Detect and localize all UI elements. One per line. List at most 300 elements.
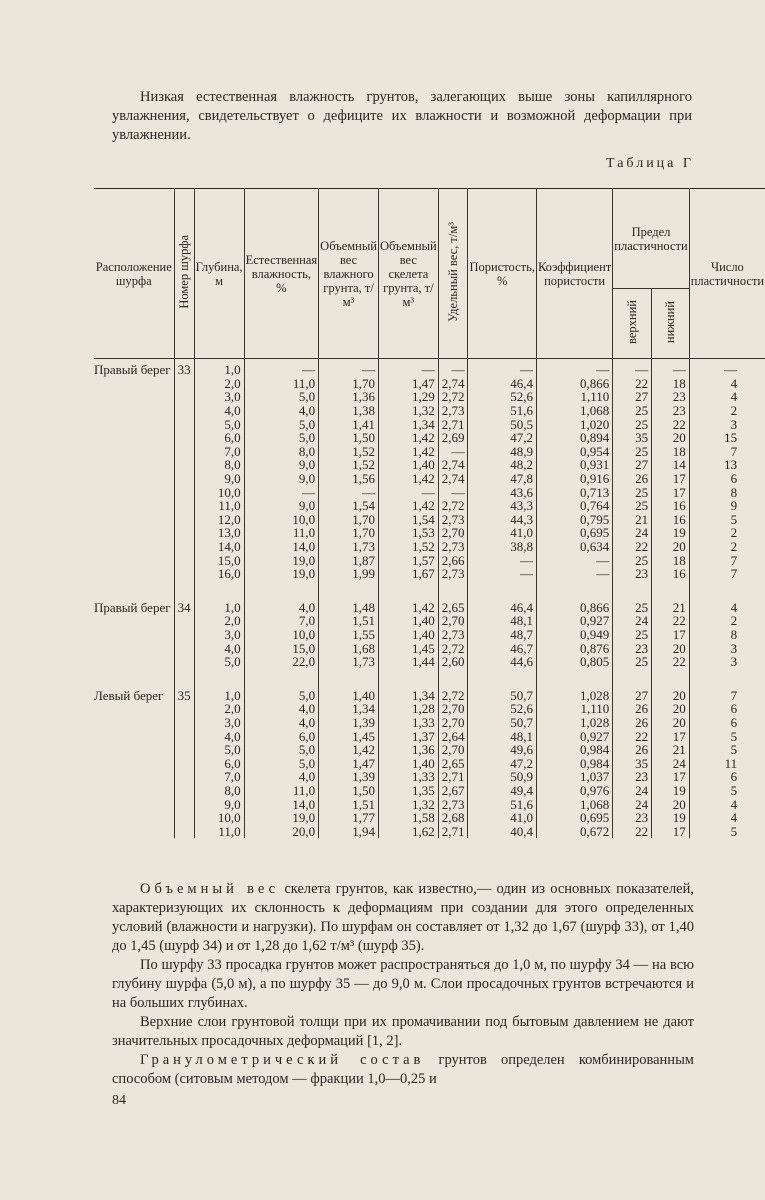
table-cell: 4,0 bbox=[244, 597, 319, 615]
table-cell: — bbox=[536, 359, 612, 377]
cell-location bbox=[94, 628, 174, 642]
table-cell: 0,713 bbox=[536, 485, 612, 499]
table-cell: 1,40 bbox=[378, 756, 438, 770]
table-cell: 1,42 bbox=[378, 597, 438, 615]
table-cell: 1,53 bbox=[378, 526, 438, 540]
table-cell: 11,0 bbox=[194, 824, 244, 838]
table-cell: 14,0 bbox=[194, 540, 244, 554]
cell-pit-number bbox=[174, 716, 194, 730]
table-cell: 11,0 bbox=[194, 499, 244, 513]
table-cell: 1,36 bbox=[378, 743, 438, 757]
table-cell: 0,695 bbox=[536, 811, 612, 825]
table-cell: 1,77 bbox=[319, 811, 379, 825]
table-cell: 24 bbox=[652, 756, 690, 770]
table-cell: 11 bbox=[689, 756, 765, 770]
table-row bbox=[94, 567, 765, 581]
table-cell: 4,0 bbox=[194, 729, 244, 743]
table-cell: 12,0 bbox=[194, 513, 244, 527]
table-cell: — bbox=[652, 359, 690, 377]
table-cell: 1,55 bbox=[319, 628, 379, 642]
table-row bbox=[94, 770, 765, 784]
table-cell: 50,9 bbox=[468, 770, 536, 784]
table-cell: 2,67 bbox=[438, 784, 468, 798]
table-cell: 1,70 bbox=[319, 526, 379, 540]
table-cell: 4 bbox=[689, 390, 765, 404]
cell-pit-number bbox=[174, 567, 194, 581]
table-cell: 2,70 bbox=[438, 716, 468, 730]
table-cell: 5,0 bbox=[194, 743, 244, 757]
table-cell: 0,634 bbox=[536, 540, 612, 554]
table-cell: 1,34 bbox=[378, 417, 438, 431]
table-cell: 1,29 bbox=[378, 390, 438, 404]
table-cell: 1,35 bbox=[378, 784, 438, 798]
table-cell: 2,70 bbox=[438, 702, 468, 716]
table-cell: 14,0 bbox=[244, 540, 319, 554]
table-cell: 7,0 bbox=[194, 770, 244, 784]
table-row bbox=[94, 377, 765, 391]
table-cell: 0,927 bbox=[536, 614, 612, 628]
cell-location bbox=[94, 729, 174, 743]
soil-properties-table bbox=[94, 188, 765, 839]
header-bulk-weight-skeleton: Объемный вес скелета грунта, т/м³ bbox=[378, 189, 438, 359]
table-row bbox=[94, 499, 765, 513]
table-cell: 1,73 bbox=[319, 655, 379, 669]
table-row bbox=[94, 513, 765, 527]
table-body bbox=[94, 359, 765, 839]
table-cell: 19,0 bbox=[244, 553, 319, 567]
table-cell: 43,3 bbox=[468, 499, 536, 513]
table-cell: 2,73 bbox=[438, 797, 468, 811]
table-cell: 16 bbox=[652, 513, 690, 527]
body-text bbox=[112, 880, 694, 1089]
table-cell: 20 bbox=[652, 431, 690, 445]
paragraph-bulk-weight: Объемный вес скелета грунтов, как известно,— один из основных показателей, характеризующих их склонность к деформациям при создании для этого определенных условий (влажности и нагрузки). По шурфам он составляет от 1,32 до 1,67 (шурф 33), от 1,40 до 1,45 (шурф 34) и от 1,28 до 1,62 т/м³ (шурф 35). bbox=[112, 881, 695, 954]
table-cell: 9,0 bbox=[244, 472, 319, 486]
table-cell: 20 bbox=[652, 702, 690, 716]
table-cell: 0,672 bbox=[536, 824, 612, 838]
table-cell: 1,47 bbox=[319, 756, 379, 770]
table-cell: 19 bbox=[652, 526, 690, 540]
table-cell: — bbox=[689, 359, 765, 377]
table-cell: 7 bbox=[689, 445, 765, 459]
table-cell: 1,42 bbox=[378, 445, 438, 459]
intro-paragraph: Низкая естественная влажность грунтов, залегающих выше зоны капиллярного увлажнения, свидетельствует о дефиците их влажности и возможной деформации при увлажнении. bbox=[112, 89, 692, 143]
table-row bbox=[94, 824, 765, 838]
table-cell: 4,0 bbox=[194, 404, 244, 418]
table-cell: 26 bbox=[613, 716, 652, 730]
group-spacer bbox=[94, 668, 765, 684]
table-cell: 20 bbox=[652, 797, 690, 811]
table-cell: 6 bbox=[689, 770, 765, 784]
table-cell: 1,52 bbox=[319, 458, 379, 472]
table-cell: 1,99 bbox=[319, 567, 379, 581]
cell-location bbox=[94, 526, 174, 540]
table-row bbox=[94, 702, 765, 716]
table-cell: 25 bbox=[613, 628, 652, 642]
table-cell: 5 bbox=[689, 824, 765, 838]
table-cell: 1,54 bbox=[378, 513, 438, 527]
table-cell: 35 bbox=[613, 756, 652, 770]
table-cell: 0,984 bbox=[536, 743, 612, 757]
table-row bbox=[94, 359, 765, 377]
table-cell: 1,70 bbox=[319, 377, 379, 391]
table-cell: 24 bbox=[613, 797, 652, 811]
table-cell: 3,0 bbox=[194, 628, 244, 642]
cell-location: Правый берег bbox=[94, 362, 171, 378]
table-cell: 25 bbox=[613, 597, 652, 615]
table-cell: 21 bbox=[652, 743, 690, 757]
table-cell: 43,6 bbox=[468, 485, 536, 499]
table-cell: 0,954 bbox=[536, 445, 612, 459]
table-cell: 1,110 bbox=[536, 390, 612, 404]
table-cell: 1,028 bbox=[536, 716, 612, 730]
table-cell: 2,73 bbox=[438, 540, 468, 554]
table-cell: 10,0 bbox=[194, 811, 244, 825]
table-cell: 25 bbox=[613, 417, 652, 431]
table-cell: 13,0 bbox=[194, 526, 244, 540]
table-cell: 23 bbox=[652, 404, 690, 418]
table-cell: 4 bbox=[689, 597, 765, 615]
table-cell: 1,50 bbox=[319, 431, 379, 445]
cell-pit-number bbox=[174, 702, 194, 716]
table-cell: 23 bbox=[613, 567, 652, 581]
cell-location bbox=[94, 824, 174, 838]
table-cell: 1,67 bbox=[378, 567, 438, 581]
header-moisture: Естественная влажность, % bbox=[244, 189, 319, 359]
table-cell: 1,33 bbox=[378, 770, 438, 784]
table-row bbox=[94, 784, 765, 798]
table-cell: 1,56 bbox=[319, 472, 379, 486]
table-row bbox=[94, 404, 765, 418]
table-cell: 10,0 bbox=[194, 485, 244, 499]
header-plasticity-number: Число пластичности bbox=[689, 189, 765, 359]
table-cell: 1,32 bbox=[378, 404, 438, 418]
table-cell: 1,94 bbox=[319, 824, 379, 838]
table-cell: 1,0 bbox=[194, 597, 244, 615]
table-cell: 2,74 bbox=[438, 458, 468, 472]
table-cell: 22 bbox=[652, 614, 690, 628]
table-cell: 5 bbox=[689, 513, 765, 527]
table-cell: 4,0 bbox=[244, 716, 319, 730]
table-cell: 5 bbox=[689, 743, 765, 757]
table-cell: 17 bbox=[652, 472, 690, 486]
table-cell: 25 bbox=[613, 445, 652, 459]
cell-location bbox=[94, 797, 174, 811]
table-cell: — bbox=[468, 553, 536, 567]
table-cell: 49,6 bbox=[468, 743, 536, 757]
table-cell: 2 bbox=[689, 614, 765, 628]
table-cell: — bbox=[378, 485, 438, 499]
cell-pit-number bbox=[174, 628, 194, 642]
header-specific-weight: Удельный вес, т/м³ bbox=[438, 189, 468, 359]
cell-location bbox=[94, 377, 174, 391]
table-cell: 20,0 bbox=[244, 824, 319, 838]
cell-location bbox=[94, 404, 174, 418]
table-cell: — bbox=[536, 567, 612, 581]
table-cell: 2,72 bbox=[438, 641, 468, 655]
table-cell: — bbox=[378, 359, 438, 377]
table-cell: 2,73 bbox=[438, 513, 468, 527]
table-cell: 3 bbox=[689, 417, 765, 431]
table-cell: 20 bbox=[652, 716, 690, 730]
table-row bbox=[94, 716, 765, 730]
table-cell: 5 bbox=[689, 729, 765, 743]
table-cell: 9,0 bbox=[194, 797, 244, 811]
table-cell: 7,0 bbox=[194, 445, 244, 459]
paragraph-subsidence: По шурфу 33 просадка грунтов может распространяться до 1,0 м, по шурфу 34 — на всю глубину шурфа (5,0 м), а по шурфу 35 — до 9,0 м. Слои просадочных грунтов встречаются и на больших глубинах. bbox=[112, 957, 694, 1011]
table-cell: — bbox=[244, 485, 319, 499]
table-cell: 1,38 bbox=[319, 404, 379, 418]
table-cell: 52,6 bbox=[468, 702, 536, 716]
table-row bbox=[94, 641, 765, 655]
table-cell: 2,70 bbox=[438, 526, 468, 540]
table-cell: 2 bbox=[689, 404, 765, 418]
table-row bbox=[94, 756, 765, 770]
cell-pit-number bbox=[174, 784, 194, 798]
cell-location bbox=[94, 756, 174, 770]
table-cell: — bbox=[319, 485, 379, 499]
table-row bbox=[94, 684, 765, 702]
cell-location bbox=[94, 472, 174, 486]
table-cell: 44,6 bbox=[468, 655, 536, 669]
table-cell: 3 bbox=[689, 655, 765, 669]
cell-pit-number bbox=[174, 472, 194, 486]
cell-location bbox=[94, 811, 174, 825]
table-cell: 47,2 bbox=[468, 756, 536, 770]
table-cell: 1,44 bbox=[378, 655, 438, 669]
table-cell: 1,42 bbox=[319, 743, 379, 757]
table-cell: 3 bbox=[689, 641, 765, 655]
table-cell: 3,0 bbox=[194, 390, 244, 404]
header-upper-limit: верхний bbox=[613, 289, 652, 359]
table-cell: 50,7 bbox=[468, 684, 536, 702]
table-cell: 18 bbox=[652, 377, 690, 391]
table-row bbox=[94, 655, 765, 669]
table-cell: 1,50 bbox=[319, 784, 379, 798]
table-cell: 2,74 bbox=[438, 377, 468, 391]
table-cell: 19,0 bbox=[244, 811, 319, 825]
table-cell: 44,3 bbox=[468, 513, 536, 527]
cell-pit-number bbox=[174, 824, 194, 838]
table-cell: 25 bbox=[613, 553, 652, 567]
cell-pit-number bbox=[174, 743, 194, 757]
table-cell: 46,4 bbox=[468, 377, 536, 391]
table-cell: 23 bbox=[613, 770, 652, 784]
cell-location bbox=[94, 655, 174, 669]
cell-location bbox=[94, 702, 174, 716]
cell-pit-number bbox=[174, 553, 194, 567]
table-cell: — bbox=[536, 553, 612, 567]
table-cell: 11,0 bbox=[244, 526, 319, 540]
cell-location bbox=[94, 553, 174, 567]
table-cell: 4 bbox=[689, 797, 765, 811]
table-cell: 1,32 bbox=[378, 797, 438, 811]
header-depth: Глубина, м bbox=[194, 189, 244, 359]
header-lower-limit: нижний bbox=[652, 289, 690, 359]
cell-pit-number bbox=[174, 404, 194, 418]
table-cell: 5 bbox=[689, 784, 765, 798]
header-porosity-coef: Коэффициент пористости bbox=[536, 189, 612, 359]
table-cell: 1,40 bbox=[378, 628, 438, 642]
table-cell: 10,0 bbox=[244, 628, 319, 642]
cell-location bbox=[94, 417, 174, 431]
table-cell: 0,931 bbox=[536, 458, 612, 472]
cell-pit-number: 34 bbox=[174, 597, 194, 615]
cell-pit-number bbox=[174, 458, 194, 472]
table-cell: 47,8 bbox=[468, 472, 536, 486]
table-cell: 0,866 bbox=[536, 597, 612, 615]
table-cell: 2,72 bbox=[438, 684, 468, 702]
cell-location: Левый берег bbox=[94, 687, 164, 703]
table-cell: 13 bbox=[689, 458, 765, 472]
table-cell: 48,1 bbox=[468, 729, 536, 743]
table-cell: 1,42 bbox=[378, 431, 438, 445]
cell-pit-number bbox=[174, 770, 194, 784]
table-cell: 6,0 bbox=[194, 756, 244, 770]
table-cell: 2,73 bbox=[438, 404, 468, 418]
cell-location bbox=[94, 445, 174, 459]
table-cell: 17 bbox=[652, 824, 690, 838]
table-cell: 1,40 bbox=[378, 458, 438, 472]
table-cell: 0,795 bbox=[536, 513, 612, 527]
table-cell: 50,7 bbox=[468, 716, 536, 730]
table-cell: — bbox=[244, 359, 319, 377]
table-cell: 1,41 bbox=[319, 417, 379, 431]
table-cell: 2,0 bbox=[194, 702, 244, 716]
table-cell: 25 bbox=[613, 485, 652, 499]
table-cell: 2 bbox=[689, 540, 765, 554]
cell-location bbox=[94, 770, 174, 784]
table-cell: 47,2 bbox=[468, 431, 536, 445]
table-cell: 9 bbox=[689, 499, 765, 513]
paragraph-granulometric: Гранулометрический состав грунтов определен комбинированным способом (ситовым методом — фракции 1,0—0,25 и bbox=[112, 1052, 694, 1087]
table-cell: 5,0 bbox=[244, 756, 319, 770]
table-cell: 2,68 bbox=[438, 811, 468, 825]
cell-pit-number bbox=[174, 614, 194, 628]
cell-location bbox=[94, 641, 174, 655]
table-cell: 1,40 bbox=[319, 684, 379, 702]
table-cell: 5,0 bbox=[244, 431, 319, 445]
table-cell: 17 bbox=[652, 729, 690, 743]
table-cell: 52,6 bbox=[468, 390, 536, 404]
table-cell: 19 bbox=[652, 811, 690, 825]
table-cell: 8,0 bbox=[244, 445, 319, 459]
table-cell: 1,40 bbox=[378, 614, 438, 628]
table-cell: 26 bbox=[613, 743, 652, 757]
table-cell: 2,69 bbox=[438, 431, 468, 445]
table-cell: 1,47 bbox=[378, 377, 438, 391]
table-cell: 1,58 bbox=[378, 811, 438, 825]
table-cell: 15 bbox=[689, 431, 765, 445]
cell-pit-number: 33 bbox=[174, 359, 194, 377]
cell-pit-number bbox=[174, 655, 194, 669]
table-cell: 1,54 bbox=[319, 499, 379, 513]
table-cell: 2,71 bbox=[438, 824, 468, 838]
table-cell: 16,0 bbox=[194, 567, 244, 581]
table-cell: 3,0 bbox=[194, 716, 244, 730]
table-cell: 27 bbox=[613, 684, 652, 702]
table-cell: 21 bbox=[613, 513, 652, 527]
table-cell: 6,0 bbox=[244, 729, 319, 743]
cell-pit-number bbox=[174, 729, 194, 743]
table-cell: 18 bbox=[652, 553, 690, 567]
table-cell: 38,8 bbox=[468, 540, 536, 554]
table-cell: 1,068 bbox=[536, 797, 612, 811]
table-cell: 46,7 bbox=[468, 641, 536, 655]
table-cell: 1,42 bbox=[378, 472, 438, 486]
table-cell: 0,927 bbox=[536, 729, 612, 743]
table-cell: 2,73 bbox=[438, 628, 468, 642]
table-cell: 25 bbox=[613, 655, 652, 669]
table-cell: 9,0 bbox=[244, 458, 319, 472]
table-cell: 41,0 bbox=[468, 526, 536, 540]
table-cell: 25 bbox=[613, 404, 652, 418]
table-cell: 8,0 bbox=[194, 784, 244, 798]
cell-pit-number bbox=[174, 390, 194, 404]
table-row bbox=[94, 797, 765, 811]
table-cell: 23 bbox=[613, 641, 652, 655]
table-row bbox=[94, 743, 765, 757]
table-cell: 0,984 bbox=[536, 756, 612, 770]
cell-pit-number bbox=[174, 377, 194, 391]
table-cell: 22,0 bbox=[244, 655, 319, 669]
table-cell: 0,949 bbox=[536, 628, 612, 642]
table-cell: 4 bbox=[689, 377, 765, 391]
table-cell: 35 bbox=[613, 431, 652, 445]
table-cell: 21 bbox=[652, 597, 690, 615]
table-cell: 2,0 bbox=[194, 614, 244, 628]
table-cell: 48,2 bbox=[468, 458, 536, 472]
cell-pit-number bbox=[174, 526, 194, 540]
table-cell: 20 bbox=[652, 540, 690, 554]
table-cell: 22 bbox=[613, 729, 652, 743]
table-cell: 25 bbox=[613, 499, 652, 513]
cell-pit-number bbox=[174, 811, 194, 825]
table-row bbox=[94, 472, 765, 486]
table-row bbox=[94, 553, 765, 567]
table-cell: — bbox=[319, 359, 379, 377]
table-cell: 4 bbox=[689, 811, 765, 825]
table-cell: 22 bbox=[613, 540, 652, 554]
table-cell: 0,976 bbox=[536, 784, 612, 798]
cell-pit-number bbox=[174, 431, 194, 445]
table-cell: 24 bbox=[613, 614, 652, 628]
table-cell: 48,7 bbox=[468, 628, 536, 642]
cell-pit-number bbox=[174, 797, 194, 811]
table-cell: 2,60 bbox=[438, 655, 468, 669]
cell-location bbox=[94, 614, 174, 628]
table-cell: 7 bbox=[689, 553, 765, 567]
table-cell: 7 bbox=[689, 684, 765, 702]
table-cell: 2,0 bbox=[194, 377, 244, 391]
table-row bbox=[94, 485, 765, 499]
cell-location bbox=[94, 540, 174, 554]
table-cell: 8 bbox=[689, 485, 765, 499]
table-cell: 48,9 bbox=[468, 445, 536, 459]
table-cell: 22 bbox=[613, 377, 652, 391]
table-cell: 1,57 bbox=[378, 553, 438, 567]
table-cell: 6,0 bbox=[194, 431, 244, 445]
paragraph-upper-layers: Верхние слои грунтовой толщи при их промачивании под бытовым давлением не дают значительных просадочных деформаций [1, 2]. bbox=[112, 1014, 694, 1049]
table-cell: — bbox=[468, 359, 536, 377]
table-cell: 1,34 bbox=[378, 684, 438, 702]
table-cell: 10,0 bbox=[244, 513, 319, 527]
cell-location bbox=[94, 567, 174, 581]
cell-pit-number bbox=[174, 499, 194, 513]
table-cell: 51,6 bbox=[468, 797, 536, 811]
table-cell: 1,70 bbox=[319, 513, 379, 527]
table-cell: 1,87 bbox=[319, 553, 379, 567]
